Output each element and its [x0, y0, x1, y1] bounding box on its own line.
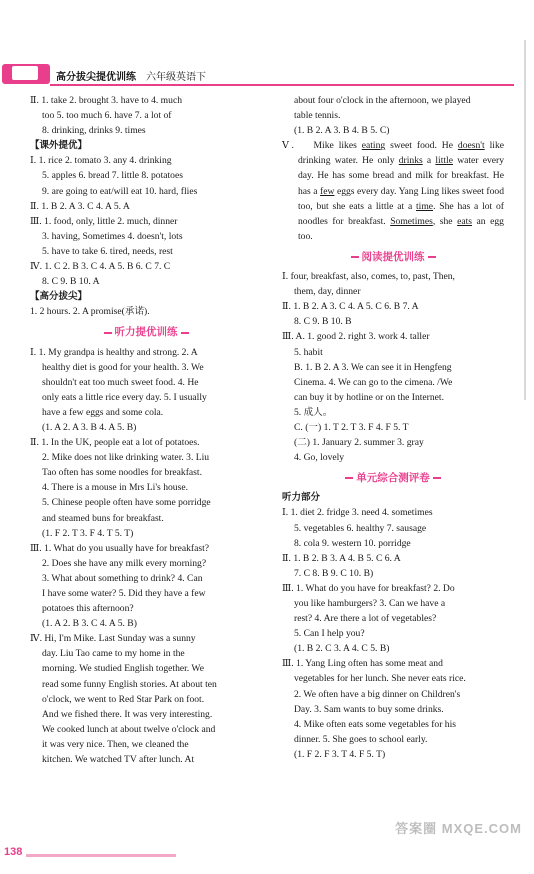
answer-line: Ⅲ. 1. food, only, little 2. much, dinner: [30, 215, 178, 227]
answer-line: We cooked lunch at about twelve o'clock and: [42, 723, 216, 735]
answer-line: (1. F 2. T 3. F 4. T 5. T): [42, 527, 134, 539]
answer-line: (1. A 2. B 3. C 4. A 5. B): [42, 618, 137, 630]
answer-line: kitchen. We watched TV after lunch. At: [42, 754, 195, 766]
answer-line: 4. There is a mouse in Mrs Li's house.: [42, 482, 188, 494]
answer-line: 1. 2 hours. 2. A promise(承诺).: [30, 306, 150, 318]
filled-blank: few: [320, 185, 335, 197]
part-title-listening: 听力部分: [282, 492, 321, 504]
filled-blank: doesn't: [457, 140, 485, 152]
answer-line: Ⅳ. Hi, I'm Mike. Last Sunday was a sunny: [30, 633, 196, 645]
page-header: [0, 58, 534, 90]
answer-line: Ⅱ. 1. B 2. A 3. C 4. A 5. C 6. B 7. A: [282, 301, 419, 313]
answer-line: about four o'clock in the afternoon, we played: [294, 95, 471, 106]
answer-line: table tennis.: [294, 110, 341, 122]
filled-blank: little: [435, 155, 453, 167]
answer-line: Ⅰ. 1. My grandpa is healthy and strong. 2. A: [30, 346, 198, 358]
filled-blank: drinks: [398, 155, 423, 167]
filled-blank: Sometimes: [390, 215, 433, 227]
answer-line: only eats a little rice every day. 5. I usually: [42, 391, 207, 403]
answer-line: Ⅲ. 1. Yang Ling often has some meat and: [282, 658, 443, 670]
watermark: 答案圈 MXQE.COM: [395, 821, 522, 836]
section-title-kewai: 【课外提优】: [30, 140, 88, 152]
answer-line: Ⅰ. 1. diet 2. fridge 3. need 4. sometimes: [282, 507, 433, 519]
answer-line: 3. having, Sometimes 4. doesn't, lots: [42, 230, 183, 242]
answer-line: rest? 4. Are there a lot of vegetables?: [294, 613, 437, 625]
answer-line: 5. Chinese people often have some porridge: [42, 497, 211, 509]
answer-line: 5. Can I help you?: [294, 628, 365, 640]
answer-line: it was very nice. Then, we cleaned the: [42, 738, 189, 750]
answer-line: 4. Go, lovely: [294, 452, 345, 464]
answer-line: 5. habit: [294, 346, 323, 358]
answer-line: Ⅲ. 1. What do you have for breakfast? 2. Do: [282, 582, 455, 594]
answer-line: vegetables for her lunch. She never eats rice.: [294, 673, 466, 685]
answer-line: them, day, dinner: [294, 286, 361, 298]
book-logo: [2, 64, 50, 84]
answer-line: 7. C 8. B 9. C 10. B): [294, 567, 374, 579]
answer-line: 2. Does she have any milk every morning?: [42, 557, 207, 569]
section-heading-tingli: 听力提优训练: [30, 325, 262, 340]
passage-v: Ⅴ. Mike likes eating sweet food. He doesn't like drinking water. He only drinks a little water every day. He has some bread and milk for breakfast. He has a few eggs every day. Yang Ling likes sweet food too, but she eats a little at a time. She has a lot of noodles for breakfast. Sometimes, she eats an egg too.: [282, 140, 505, 242]
answer-line: o'clock, we went to Red Star Park on foot.: [42, 693, 205, 705]
page-edge-rule: [524, 40, 526, 400]
answer-line: Ⅲ. 1. What do you usually have for breakfast?: [30, 542, 210, 554]
page-footer: [0, 846, 534, 870]
answer-line: (1. B 2. C 3. A 4. C 5. B): [294, 643, 390, 655]
answer-line: Tao often has some noodles for breakfast.: [42, 467, 202, 479]
answer-line: Ⅰ. 1. rice 2. tomato 3. any 4. drinking: [30, 155, 172, 167]
filled-blank: eating: [361, 140, 386, 152]
answer-line: I have some water? 5. Did they have a few: [42, 588, 206, 599]
answer-line: dinner. 5. She goes to school early.: [294, 733, 428, 745]
answer-line: have a few eggs and some cola.: [42, 406, 164, 418]
book-subtitle: 六年级英语下: [146, 72, 206, 83]
answer-line: Ⅲ. A. 1. good 2. right 3. work 4. taller: [282, 331, 430, 343]
answer-line: (1. F 2. F 3. T 4. F 5. T): [294, 748, 386, 760]
answer-line: 2. Mike does not like drinking water. 3. Liu: [42, 452, 210, 464]
header-rule: [50, 84, 514, 86]
answer-line: potatoes this afternoon?: [42, 603, 134, 615]
answer-line: Cinema. 4. We can go to the cimena. /We: [294, 376, 453, 388]
answer-line: Ⅱ. 1. B 2. B 3. A 4. B 5. C 6. A: [282, 552, 401, 564]
book-title: 高分拔尖提优训练: [56, 72, 136, 83]
answer-line: 5. have to take 6. tired, needs, rest: [42, 245, 173, 257]
answer-line: (1. B 2. A 3. B 4. B 5. C): [294, 125, 390, 137]
answer-line: 8. C 9. B 10. B: [294, 316, 352, 328]
answer-line: read some funny English stories. At about ten: [42, 678, 217, 690]
section-heading-yuedu: 阅读提优训练: [282, 250, 504, 265]
answer-line: 3. What about something to drink? 4. Can: [42, 572, 203, 584]
footer-bar: [26, 854, 176, 857]
answer-line: Ⅱ. 1. take 2. brought 3. have to 4. much: [30, 95, 182, 106]
answer-line: 2. We often have a big dinner on Children's: [294, 688, 461, 700]
answer-line: morning. We studied English together. We: [42, 663, 204, 675]
answer-line: healthy diet is good for your health. 3. We: [42, 361, 204, 373]
answer-line: too 5. too much 6. have 7. a lot of: [42, 110, 172, 122]
right-column: [282, 93, 504, 762]
page-number: 138: [4, 846, 23, 858]
answer-line: day. Liu Tao came to my home in the: [42, 648, 185, 660]
answer-line: 5. apples 6. bread 7. little 8. potatoes: [42, 170, 183, 182]
answer-line: Ⅳ. 1. C 2. B 3. C 4. A 5. B 6. C 7. C: [30, 261, 171, 273]
answer-line: C. (一) 1. T 2. T 3. F 4. F 5. T: [294, 421, 409, 433]
answer-line: Ⅱ. 1. In the UK, people eat a lot of potatoes.: [30, 437, 200, 449]
answer-line: 8. drinking, drinks 9. times: [42, 125, 146, 137]
answer-line: (1. A 2. A 3. B 4. A 5. B): [42, 421, 137, 433]
answer-line: Ⅰ. four, breakfast, also, comes, to, past, Then,: [282, 271, 455, 283]
answer-line: (二) 1. January 2. summer 3. gray: [294, 437, 424, 449]
answer-line: 5. vegetables 6. healthy 7. sausage: [294, 522, 427, 534]
answer-line: 8. C 9. B 10. A: [42, 276, 100, 288]
answer-line: shouldn't eat too much sweet food. 4. He: [42, 376, 199, 388]
answer-line: can buy it by hotline or on the Internet.: [294, 391, 444, 403]
filled-blank: eats: [457, 215, 472, 227]
answer-line: Ⅱ. 1. B 2. A 3. C 4. A 5. A: [30, 200, 130, 212]
answer-line: 9. are going to eat/will eat 10. hard, flies: [42, 185, 198, 197]
answer-line: 8. cola 9. western 10. porridge: [294, 537, 411, 549]
answer-line: and steamed buns for breakfast.: [42, 512, 164, 524]
left-column: [30, 93, 262, 767]
answer-line: And we fished there. It was very interesting.: [42, 708, 213, 720]
section-title-gaofen: 【高分拔尖】: [30, 291, 88, 303]
answer-line: B. 1. B 2. A 3. We can see it in Hengfeng: [294, 361, 452, 373]
filled-blank: time: [416, 200, 434, 212]
answer-line: you like hamburgers? 3. Can we have a: [294, 598, 446, 609]
answer-line: 5. 成人。: [294, 406, 333, 418]
answer-line: Day. 3. Sam wants to buy some drinks.: [294, 703, 444, 715]
answer-line: 4. Mike often eats some vegetables for his: [294, 718, 456, 730]
section-heading-danyuan: 单元综合测评卷: [282, 471, 504, 486]
